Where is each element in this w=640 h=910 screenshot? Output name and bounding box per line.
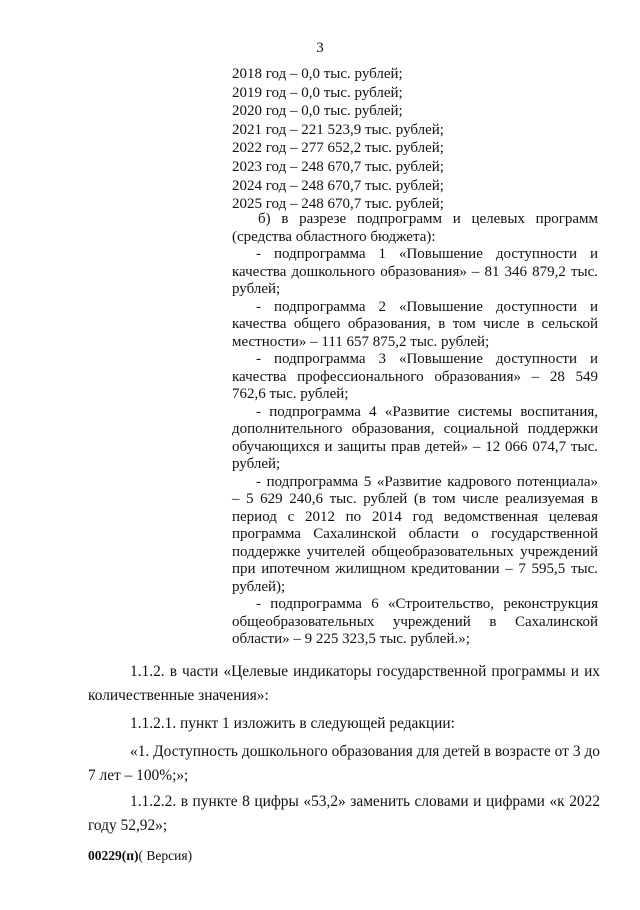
year-funding-list	[232, 65, 598, 214]
year-line-2024: 2024 год – 248 670,7 тыс. рублей;	[232, 177, 444, 194]
indicators-paragraph	[88, 660, 600, 708]
subprogram-heading: б) в разрезе подпрограмм и целевых программ (средства областного бюджета):	[232, 211, 598, 245]
year-line-2019: 2019 год – 0,0 тыс. рублей;	[232, 84, 403, 101]
year-line-2022: 2022 год – 277 652,2 тыс. рублей;	[232, 140, 444, 157]
year-line-2025: 2025 год – 248 670,7 тыс. рублей;	[232, 196, 444, 213]
indicators-text: 1.1.2. в части «Целевые индикаторы государственной программы и их количественные значения»:	[88, 663, 600, 704]
quoted-item-1	[88, 740, 600, 788]
subprogram-item-3: - подпрограмма 3 «Повышение доступности и качества профессионального образования» – 28 549 762,6 тыс. рублей;	[232, 351, 598, 402]
year-line-2023: 2023 год – 248 670,7 тыс. рублей;	[232, 158, 444, 175]
quoted-item-1-text: «1. Доступность дошкольного образования для детей в возрасте от 3 до 7 лет – 100%;»;	[88, 743, 600, 784]
page-number: 3	[316, 40, 324, 56]
document-footer	[88, 848, 192, 864]
clause-1-1-2-2-text: 1.1.2.2. в пункте 8 цифры «53,2» заменить словами и цифрами «к 2022 году 52,92»;	[88, 793, 600, 834]
subprogram-item-2: - подпрограмма 2 «Повышение доступности и качества общего образования, в том числе в сельской местности» – 111 657 875,2 тыс. рублей;	[232, 298, 598, 350]
clause-1-1-2-1-text: 1.1.2.1. пункт 1 изложить в следующей редакции:	[130, 715, 455, 732]
subprogram-item-4: - подпрограмма 4 «Развитие системы воспитания, дополнительного образования, социальной поддержки обучающихся и защиты прав детей» – 12 066 074,7 тыс. рублей;	[232, 403, 598, 472]
subprogram-item-6: - подпрограмма 6 «Строительство, реконструкция общеобразовательных учреждений в Сахалинской области» – 9 225 323,5 тыс. рублей.»;	[232, 596, 598, 647]
year-line-2020: 2020 год – 0,0 тыс. рублей;	[232, 103, 403, 120]
subprogram-item-5: - подпрограмма 5 «Развитие кадрового потенциала» – 5 629 240,6 тыс. рублей (в том числе реализуемая в период с 2012 по 2014 год ведомственная целевая программа Сахалинской области о государственной поддержке учителей общеобразовательных учреждений при ипотечном жилищном кредитовании – 7 595,5 тыс. рублей);	[232, 473, 598, 595]
clause-1-1-2-2	[88, 790, 600, 838]
document-code: 00229(п)	[88, 848, 139, 863]
clause-1-1-2-1	[88, 712, 600, 736]
document-version: ( Версия)	[138, 848, 193, 863]
subprogram-section	[232, 211, 598, 649]
year-line-2018: 2018 год – 0,0 тыс. рублей;	[232, 66, 403, 82]
subprogram-item-1: - подпрограмма 1 «Повышение доступности и качества дошкольного образования» – 81 346 879,2 тыс. рублей;	[232, 246, 598, 297]
year-line-2021: 2021 год – 221 523,9 тыс. рублей;	[232, 121, 444, 138]
